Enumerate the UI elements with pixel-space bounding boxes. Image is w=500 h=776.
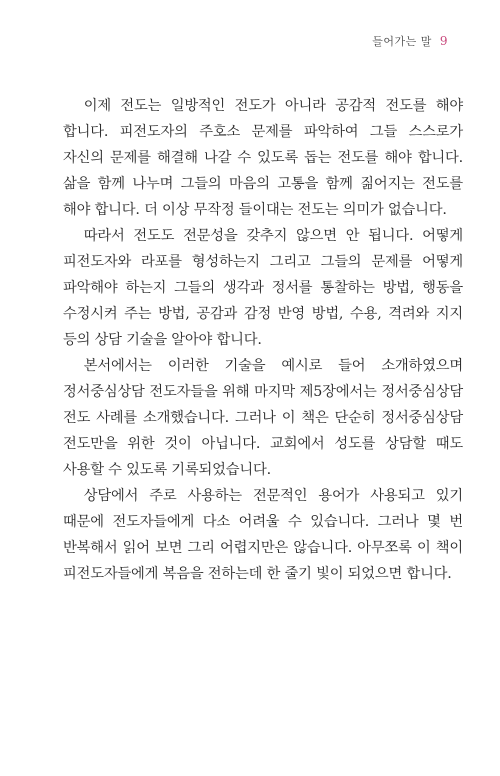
paragraph: 상담에서 주로 사용하는 전문적인 용어가 사용되고 있기 때문에 전도자들에게 다소 어려울 수 있습니다. 그러나 몇 번 반복해서 읽어 보면 그리 어렵지만은 않습니다. 아무쪼록 이 책이 피전도자들에게 복음을 전하는데 한 줄기 빛이 되었으면 합니다. [63, 488, 463, 582]
chapter-title: 들어가는 말 [372, 35, 432, 48]
paragraph: 본서에서는 이러한 기술을 예시로 들어 소개하였으며 정서중심상담 전도자들을 위해 마지막 제5장에서는 정서중심상담 전도 사례를 소개했습니다. 그러나 이 책은 단순히 정서중심상담 전도만을 위한 것이 아닙니다. 교회에서 성도를 상담할 때도 사용할 수 있도록 기록되었습니다. [63, 358, 463, 478]
paragraph: 따라서 전도도 전문성을 갖추지 않으면 안 됩니다. 어떻게 피전도자와 라포를 형성하는지 그리고 그들의 문제를 어떻게 파악해야 하는지 그들의 생각과 정서를 통찰하는 방법, 행동을 수정시켜 주는 방법, 공감과 감정 반영 방법, 수용, 격려와 지지 등의 상담 기술을 알아야 합니다. [63, 228, 463, 348]
running-header [372, 33, 448, 49]
page-number: 9 [439, 34, 448, 48]
body-text [63, 93, 463, 587]
paragraph: 이제 전도는 일방적인 전도가 아니라 공감적 전도를 해야 합니다. 피전도자의 주호소 문제를 파악하여 그들 스스로가 자신의 문제를 해결해 나갈 수 있도록 돕는 전도를 해야 합니다. 삶을 함께 나누며 그들의 마음의 고통을 함께 짊어지는 전도를 해야 합니다. 더 이상 무작정 들이대는 전도는 의미가 없습니다. [63, 98, 463, 218]
